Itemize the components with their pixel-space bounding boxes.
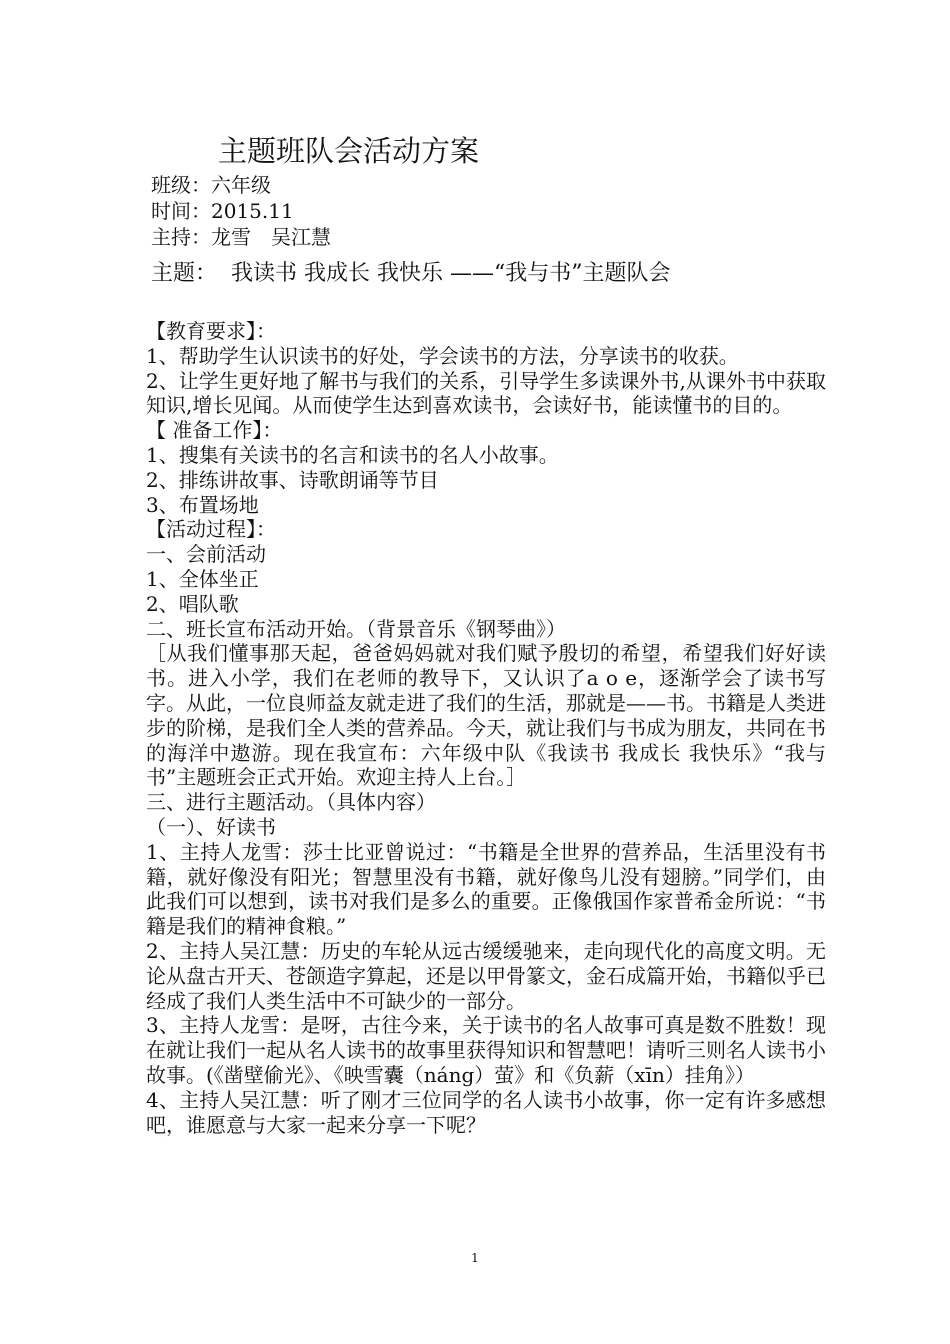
meta-block [151,172,331,250]
preparation-item-1: 1、搜集有关读书的名言和读书的名人小故事。 [146,442,559,467]
process-step-1-item-2: 2、唱队歌 [146,591,239,616]
process-step-1: 一、会前活动 [146,542,266,567]
meta-host-second: 吴江慧 [271,225,331,249]
document-title: 主题班队会活动方案 [218,134,480,168]
activity-item-1: 1、主持人龙雪：莎士比亚曾说过：“书籍是全世界的营养品，生活里没有书籍，就好像没有阳光；智慧里没有书籍，就好像鸟儿没有翅膀。”同学们，由此我们可以想到，读书对我们是多么的重要。正像俄国作家普希金所说：“书籍是我们的精神食粮。” [146,839,826,939]
theme-value: 我读书 我成长 我快乐 ——“我与书”主题队会 [231,261,671,286]
meta-class: 班级：六年级 [151,173,271,197]
activity-item-4: 4、主持人吴江慧：听了刚才三位同学的名人读书小故事，你一定有许多感想吧，谁愿意与大家一起来分享一下呢？ [146,1087,826,1137]
theme-line [151,259,671,289]
meta-host [151,224,331,250]
document-body [146,319,826,1137]
section-header-process: 【活动过程】： [146,517,276,542]
page-number: 1 [471,1251,479,1265]
process-step-2-text: ［从我们懂事那天起，爸爸妈妈就对我们赋予殷切的希望，希望我们好好读书。进入小学，我们在老师的教导下，又认识了a o e，逐渐学会了读书写字。从此，一位良师益友就走进了我们的生活，那就是——书。书籍是人类进步的阶梯，是我们全人类的营养品。今天，就让我们与书成为朋友，共同在书的海洋中遨游。现在我宣布：六年级中队《我读书 我成长 我快乐》“我与书”主题班会正式开始。欢迎主持人上台。］ [146,641,826,790]
education-item-1: 1、帮助学生认识读书的好处，学会读书的方法，分享读书的收获。 [146,343,739,368]
section-header-education: 【教育要求】： [146,319,276,343]
activity-item-3: 3、主持人龙雪：是呀，古往今来，关于读书的名人故事可真是数不胜数！现在就让我们一起从名人读书的故事里获得知识和智慧吧！请听三则名人读书小故事。(《凿壁偷光》、《映雪囊（náng）萤》和《负薪（xīn）挂角》） [146,1013,826,1087]
activity-item-2: 2、主持人吴江慧：历史的车轮从远古缓缓驰来，走向现代化的高度文明。无论从盘古开天、苍颌造字算起，还是以甲骨篆文，金石成篇开始，书籍似乎已经成了我们人类生活中不可缺少的一部分。 [146,938,826,1013]
meta-host-label: 主持：龙雪 [151,225,251,249]
section-header-preparation: 【 准备工作】： [146,418,283,443]
process-step-3-sub-1: （一）、好读书 [146,814,276,839]
preparation-item-3: 3、布置场地 [146,492,259,517]
preparation-item-2: 2、排练讲故事、诗歌朗诵等节目 [146,467,439,492]
process-step-3: 三、进行主题活动。（具体内容） [146,790,436,815]
theme-label: 主题： [151,261,218,286]
process-step-2: 二、班长宣布活动开始。（背景音乐《钢琴曲》） [146,616,566,641]
meta-time: 时间：2015.11 [151,199,294,223]
process-step-1-item-1: 1、全体坐正 [146,566,259,591]
education-item-2: 2、让学生更好地了解书与我们的关系，引导学生多读课外书,从课外书中获取知识,增长见闻。从而使学生达到喜欢读书，会读好书，能读懂书的目的。 [146,368,826,418]
